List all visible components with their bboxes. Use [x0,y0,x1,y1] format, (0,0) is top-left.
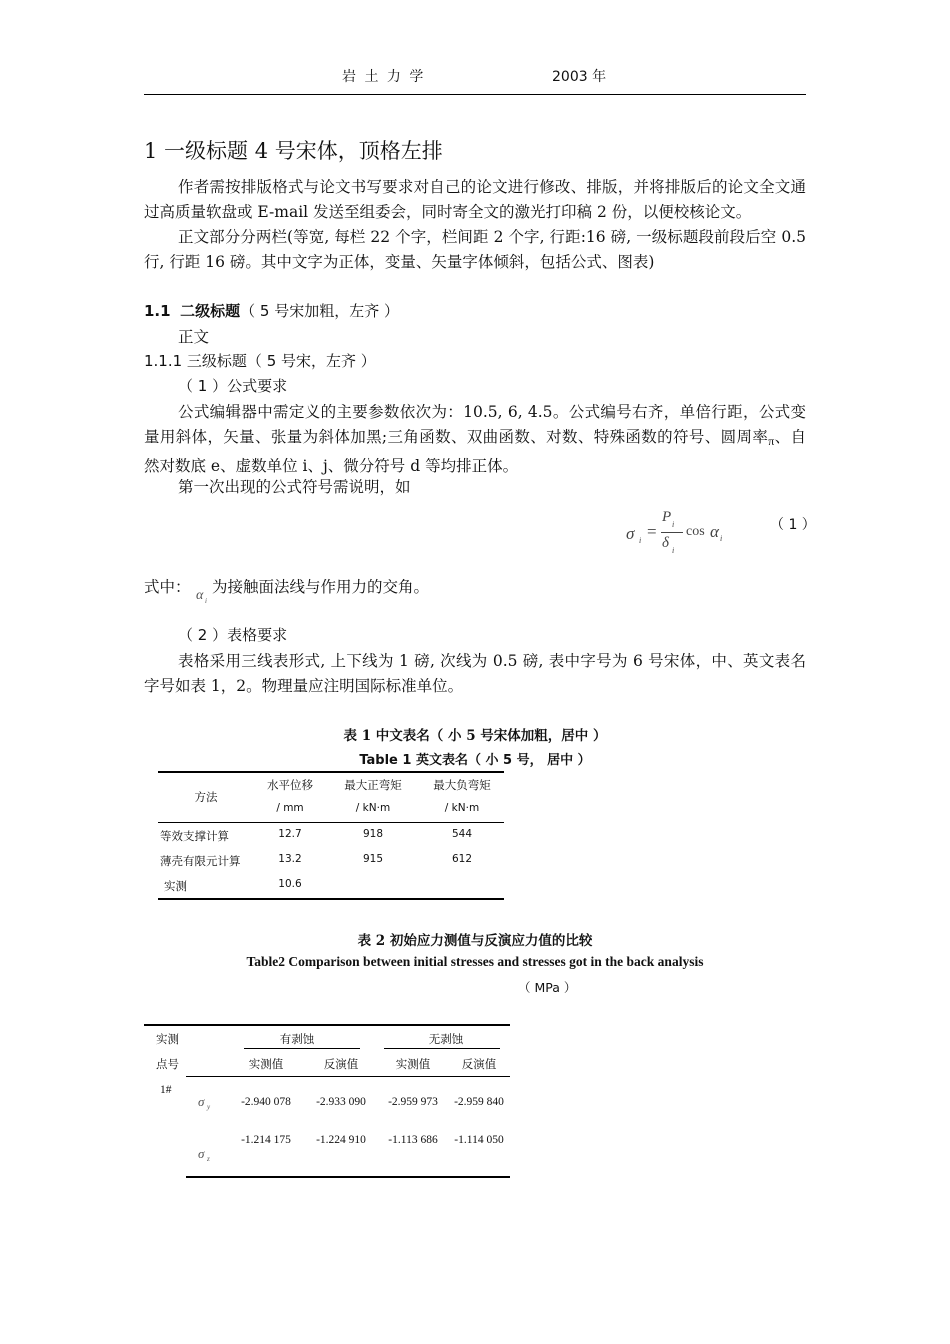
table2-caption-cn: 表 2 初始应力测值与反演应力值的比较 [357,933,593,949]
formula-rules-text-b: 、自然对数底 e、虚数单位 i、j、微分符号 d 等均排正体。 [144,428,806,475]
table1-caption-en: Table 1 英文表名（ 小 5 号， 居中 ） [359,753,591,768]
table1-top-rule [158,771,504,773]
equation-cos: cos [686,524,705,539]
table2-top-rule [144,1024,510,1026]
equation-lhs-sigma: σ [626,524,635,543]
table2-row1-measured-1: -2.940 078 [241,1096,291,1108]
table1-row2-displacement: 13.2 [278,853,302,865]
table2-row2-measured-2: -1.113 686 [388,1134,438,1146]
table1-row3-displacement: 10.6 [278,878,302,890]
heading-level-3: 1.1.1 三级标题（ 5 号宋，左齐 ） [144,352,376,370]
table1-header-max-neg-moment: 最大负弯矩 [433,778,491,792]
equation-alpha-sub: i [720,534,723,543]
table2-row1-measured-2: -2.959 973 [388,1096,438,1108]
where-symbol: α [196,588,204,603]
table2-group-without-erosion: 无剥蚀 [428,1032,464,1046]
body-text-label: 正文 [178,328,210,346]
equation-number: （ 1 ） [770,517,816,533]
heading-level-1: 1 一级标题 4 号宋体，顶格左排 [144,139,443,163]
table2-unit: （ MPa ） [518,980,577,995]
header-rule [144,94,806,95]
table1-bottom-rule [158,898,504,900]
heading-level-2-note: （ 5 号宋加粗，左齐 ） [240,302,399,320]
equation-equals: = [647,522,657,541]
table2-row2-symbol: σ [198,1146,205,1161]
table1-row1-method: 等效支撑计算 [160,829,229,843]
table1-unit-displacement: / mm [276,802,304,814]
heading-level-2-text: 二级标题 [180,302,241,320]
pi-symbol: π [768,434,775,448]
table2-row1-inverted-1: -2.933 090 [316,1096,366,1108]
table1-unit-pos-moment: / kN·m [355,802,391,814]
table2-row2-inverted-2: -1.114 050 [454,1134,504,1146]
paragraph-table-rules: 表格采用三线表形式, 上下线为 1 磅, 次线为 0.5 磅, 表中字号为 6 号宋体，中、英文表名字号如表 1，2。物理量应注明国际标准单位。 [144,652,806,695]
equation-numerator: P [662,509,672,525]
table2-group1-rule [244,1048,360,1049]
equation-numerator-sub: i [672,520,675,529]
table1-row2-pos-moment: 915 [362,853,384,865]
table1-row2-neg-moment: 612 [451,853,473,865]
table1-caption-cn: 表 1 中文表名（ 小 5 号宋体加粗，居中 ） [343,728,607,744]
running-header-journal: 岩 土 力 学 [342,69,426,85]
formula-rules-text-a: 公式编辑器中需定义的主要参数依次为：10.5, 6, 4.5。公式编号右齐，单倍行距，公式变量用斜体，矢量、张量为斜体加黑;三角函数、双曲函数、对数、特殊函数的符号、圆周率 [144,403,806,446]
table2-mid-rule [186,1076,510,1077]
table2-col0-bottom: 点号 [156,1057,179,1071]
running-header-year: 2003 年 [552,69,607,85]
table2-row2-inverted-1: -1.224 910 [316,1134,366,1146]
table2-subheader-inverted-1: 反演值 [323,1057,359,1071]
table1-row1-pos-moment: 918 [362,828,384,840]
table1-header-displacement: 水平位移 [267,778,313,792]
equation-fraction-bar [661,532,683,533]
table1-row1-neg-moment: 544 [451,828,473,840]
table2-subheader-measured-2: 实测值 [395,1057,431,1071]
table2-bottom-rule [186,1176,510,1178]
table1-row2-method: 薄壳有限元计算 [160,854,241,868]
equation-alpha: α [710,522,719,541]
table1-header-method: 方法 [194,790,218,804]
table2-point-id: 1# [160,1084,172,1096]
paragraph-intro: 作者需按排版格式与论文书写要求对自己的论文进行修改、排版，并将排版后的论文全文通过高质量软盘或 E-mail 发送至组委会，同时寄全文的激光打印稿 2 份，以便校核论文。 [144,178,806,221]
table2-row1-inverted-2: -2.959 840 [454,1096,504,1108]
table1-header-max-pos-moment: 最大正弯矩 [344,778,402,792]
table1-row3-method: 实测 [164,879,187,893]
table2-subheader-measured-1: 实测值 [248,1057,284,1071]
subheading-formula: （ 1 ）公式要求 [178,377,288,395]
table1-unit-neg-moment: / kN·m [444,802,480,814]
table2-col0-top: 实测 [156,1032,179,1046]
heading-level-2 [144,300,399,321]
table2-row2-measured-1: -1.214 175 [241,1134,291,1146]
where-prefix: 式中： [144,578,191,596]
first-occurrence-note: 第一次出现的公式符号需说明，如 [178,478,411,496]
equation-1 [622,508,732,563]
where-description: 为接触面法线与作用力的交角。 [212,578,430,596]
table2-row1-symbol: σ [198,1094,205,1109]
subheading-table: （ 2 ）表格要求 [178,626,288,644]
table1-row1-displacement: 12.7 [278,828,302,840]
table2-group2-rule [384,1048,500,1049]
equation-denominator-sub: i [672,546,675,555]
table1-mid-rule [158,822,504,823]
table2-row2-symbol-sub: z [207,1155,210,1163]
equation-denominator: δ [662,535,669,551]
paragraph-formula-rules [144,400,806,479]
where-symbol-sub: i [205,597,207,605]
table2-subheader-inverted-2: 反演值 [461,1057,497,1071]
heading-level-2-number: 1.1 [144,302,171,320]
table2-row1-symbol-sub: y [207,1103,211,1111]
table2-caption-en: Table2 Comparison between initial stresses and stresses got in the back analysis [246,954,704,969]
paragraph-layout: 正文部分分两栏(等宽, 每栏 22 个字，栏间距 2 个字, 行距:16 磅, 一级标题段前段后空 0.5 行, 行距 16 磅。其中文字为正体，变量、矢量字体倾斜，包括公式、图表) [144,228,806,271]
table2-group-with-erosion: 有剥蚀 [279,1032,315,1046]
equation-lhs-sub: i [639,536,642,545]
